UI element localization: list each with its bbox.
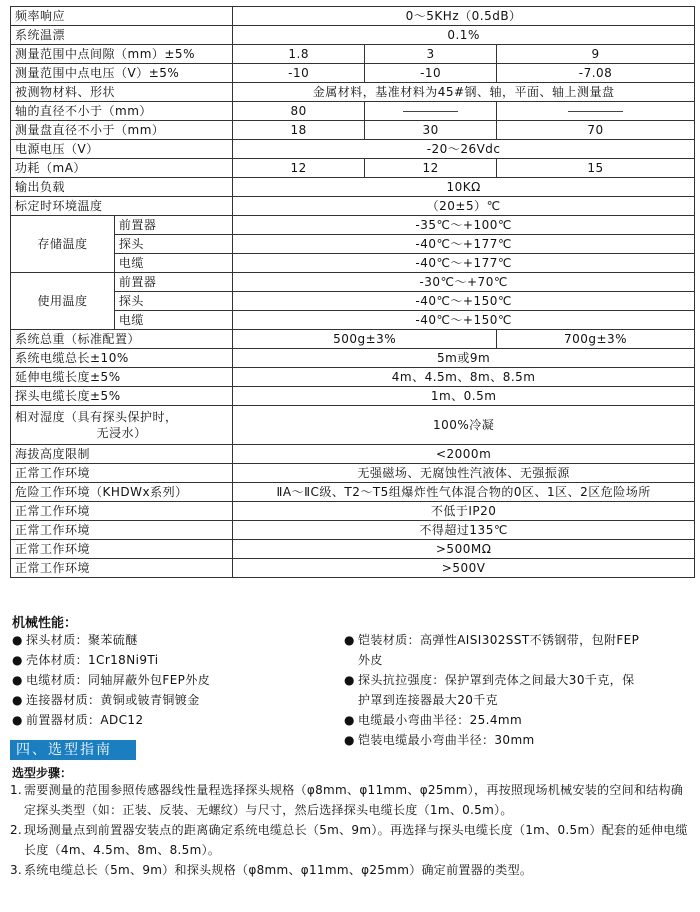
group-label: 存储温度: [11, 216, 115, 273]
table-row: [11, 45, 695, 64]
step-number: 1.: [10, 783, 23, 797]
table-row: [11, 387, 695, 406]
list-item: [12, 690, 342, 710]
row-label: 测量盘直径不小于（mm）: [11, 121, 233, 140]
item-text: 探头材质：聚苯硫醚: [26, 633, 138, 647]
row-value: 1.8: [233, 45, 365, 64]
step-item: [10, 860, 694, 880]
bullet-icon: ●: [12, 713, 23, 727]
dash-line: [403, 111, 458, 112]
step-text: 需要测量的范围参照传感器线性量程选择探头规格（φ8mm、φ11mm、φ25mm），再按照现场机械安装的空间和结构确定探头类型（如：正装、反装、无螺纹）与尺寸，然后选择探头电缆长度（1m、0.5m）。: [24, 783, 684, 817]
list-item: [12, 670, 342, 690]
sub-label: 前置器: [114, 273, 232, 292]
table-row: [11, 121, 695, 140]
row-value: 80: [233, 102, 365, 121]
row-label: 输出负载: [11, 178, 233, 197]
table-row: [11, 330, 695, 349]
sub-label: 电缆: [114, 254, 232, 273]
item-text: 电缆最小弯曲半径：25.4mm: [358, 713, 523, 727]
row-value: ⅡA～ⅡC级、T2～T5组爆炸性气体混合物的0区、1区、2区危险场所: [233, 483, 695, 502]
row-value: （20±5）℃: [233, 197, 695, 216]
row-label: 正常工作环境: [11, 464, 233, 483]
row-value: >500MΩ: [233, 540, 695, 559]
item-text: 连接器材质：黄铜或铍青铜镀金: [26, 693, 200, 707]
row-value: 18: [233, 121, 365, 140]
item-text: 铠装材质：高弹性AISI302SST不锈钢带，包附FEP: [358, 633, 640, 647]
list-item: [12, 650, 342, 670]
spec-table: [10, 6, 695, 578]
row-label: 海拔高度限制: [11, 445, 233, 464]
table-row: [11, 102, 695, 121]
row-value: -40℃～+177℃: [233, 254, 695, 273]
table-row: [11, 140, 695, 159]
table-row: [11, 540, 695, 559]
bullet-icon: ●: [12, 693, 23, 707]
bullet-icon: ●: [344, 633, 355, 647]
item-text: 壳体材质：1Cr18Ni9Ti: [26, 653, 159, 667]
table-row: [11, 368, 695, 387]
bullet-icon: ●: [12, 653, 23, 667]
table-row: [11, 216, 695, 235]
item-text-cont: 护罩到连接器最大20千克: [358, 693, 499, 707]
list-item: [344, 730, 696, 750]
dash-line: [568, 111, 623, 112]
item-text: 前置器材质：ADC12: [26, 713, 144, 727]
row-value: 30: [365, 121, 497, 140]
mech-left-list: [12, 630, 342, 730]
step-number: 3.: [10, 863, 23, 877]
sub-label: 电缆: [114, 311, 232, 330]
row-label: 测量范围中点电压（V）±5%: [11, 64, 233, 83]
row-label: 正常工作环境: [11, 540, 233, 559]
bullet-icon: ●: [344, 673, 355, 687]
row-label: 危险工作环境（KHDWx系列）: [11, 483, 233, 502]
row-value: -35℃～+100℃: [233, 216, 695, 235]
row-value: -30℃～+70℃: [233, 273, 695, 292]
row-value: <2000m: [233, 445, 695, 464]
row-label: 电源电压（V）: [11, 140, 233, 159]
row-label: 正常工作环境: [11, 559, 233, 578]
row-label: 功耗（mA）: [11, 159, 233, 178]
sub-label: 前置器: [114, 216, 232, 235]
row-value: 3: [365, 45, 497, 64]
row-value: [497, 102, 695, 121]
row-value: 500g±3%: [233, 330, 497, 349]
table-row: [11, 197, 695, 216]
row-value: 12: [233, 159, 365, 178]
bullet-icon: ●: [344, 733, 355, 747]
step-item: [10, 820, 694, 860]
item-text-cont: 外皮: [358, 653, 383, 667]
row-value: 0～5KHz（0.5dB）: [233, 7, 695, 26]
table-row: [11, 483, 695, 502]
row-value: 5m或9m: [233, 349, 695, 368]
row-value: 12: [365, 159, 497, 178]
mech-right-list: [344, 630, 696, 750]
row-value: >500V: [233, 559, 695, 578]
row-label: 探头电缆长度±5%: [11, 387, 233, 406]
item-text: 探头抗拉强度：保护罩到壳体之间最大30千克，保: [358, 673, 635, 687]
row-value: 无强磁场、无腐蚀性汽液体、无强振源: [233, 464, 695, 483]
bullet-icon: ●: [12, 673, 23, 687]
label-line: 相对湿度（具有探头保护时，: [15, 410, 178, 424]
row-label: 标定时环境温度: [11, 197, 233, 216]
step-text: 系统电缆总长（5m、9m）和探头规格（φ8mm、φ11mm、φ25mm）确定前置器的类型。: [24, 863, 533, 877]
table-row: [11, 559, 695, 578]
row-value: -20～26Vdc: [233, 140, 695, 159]
row-label: 轴的直径不小于（mm）: [11, 102, 233, 121]
row-label: 系统总重（标准配置）: [11, 330, 233, 349]
table-row: [11, 178, 695, 197]
sub-label: 探头: [114, 235, 232, 254]
row-value: 70: [497, 121, 695, 140]
mech-title: 机械性能：: [12, 616, 78, 631]
row-value: -40℃～+150℃: [233, 292, 695, 311]
row-label: 测量范围中点间隙（mm）±5%: [11, 45, 233, 64]
row-value: 700g±3%: [497, 330, 695, 349]
bullet-icon: ●: [344, 713, 355, 727]
steps-title: 选型步骤：: [12, 766, 73, 780]
list-item: [344, 710, 696, 730]
item-text: 铠装电缆最小弯曲半径：30mm: [358, 733, 535, 747]
label-line: 无浸水）: [96, 426, 147, 440]
list-item: [12, 710, 342, 730]
row-value: -40℃～+177℃: [233, 235, 695, 254]
row-value: 0.1%: [233, 26, 695, 45]
section-banner: 四、选型指南: [10, 740, 136, 760]
row-value: -40℃～+150℃: [233, 311, 695, 330]
table-row: [11, 7, 695, 26]
row-value: 15: [497, 159, 695, 178]
row-label: [11, 406, 233, 445]
table-row: [11, 502, 695, 521]
bullet-icon: ●: [12, 633, 23, 647]
row-label: 正常工作环境: [11, 521, 233, 540]
list-item: [344, 670, 696, 710]
row-value: -7.08: [497, 64, 695, 83]
table-row: [11, 406, 695, 445]
row-value: 金属材料，基准材料为45#钢、轴，平面、轴上测量盘: [233, 83, 695, 102]
row-label: 频率响应: [11, 7, 233, 26]
row-value: 9: [497, 45, 695, 64]
row-value: 不得超过135℃: [233, 521, 695, 540]
row-value: 4m、4.5m、8m、8.5m: [233, 368, 695, 387]
sub-label: 探头: [114, 292, 232, 311]
item-text: 电缆材质：同轴屏蔽外包FEP外皮: [26, 673, 211, 687]
table-row: [11, 64, 695, 83]
step-number: 2.: [10, 823, 23, 837]
list-item: [12, 630, 342, 650]
table-row: [11, 445, 695, 464]
row-value: 1m、0.5m: [233, 387, 695, 406]
row-value: 不低于IP20: [233, 502, 695, 521]
table-row: [11, 83, 695, 102]
row-label: 延伸电缆长度±5%: [11, 368, 233, 387]
row-value: -10: [233, 64, 365, 83]
step-item: [10, 780, 694, 820]
steps-list: [10, 780, 694, 880]
row-label: 系统电缆总长±10%: [11, 349, 233, 368]
row-value: -10: [365, 64, 497, 83]
table-row: [11, 273, 695, 292]
table-row: [11, 464, 695, 483]
group-label: 使用温度: [11, 273, 115, 330]
row-value: [365, 102, 497, 121]
table-row: [11, 159, 695, 178]
row-label: 正常工作环境: [11, 502, 233, 521]
table-row: [11, 521, 695, 540]
row-label: 系统温漂: [11, 26, 233, 45]
step-text: 现场测量点到前置器安装点的距离确定系统电缆总长（5m、9m）。再选择与探头电缆长度（1m、0.5m）配套的延伸电缆长度（4m、4.5m、8m、8.5m）。: [24, 823, 688, 857]
row-value: 100%冷凝: [233, 406, 695, 445]
table-row: [11, 26, 695, 45]
list-item: [344, 630, 696, 670]
row-label: 被测物材料、形状: [11, 83, 233, 102]
table-row: [11, 349, 695, 368]
row-value: 10KΩ: [233, 178, 695, 197]
